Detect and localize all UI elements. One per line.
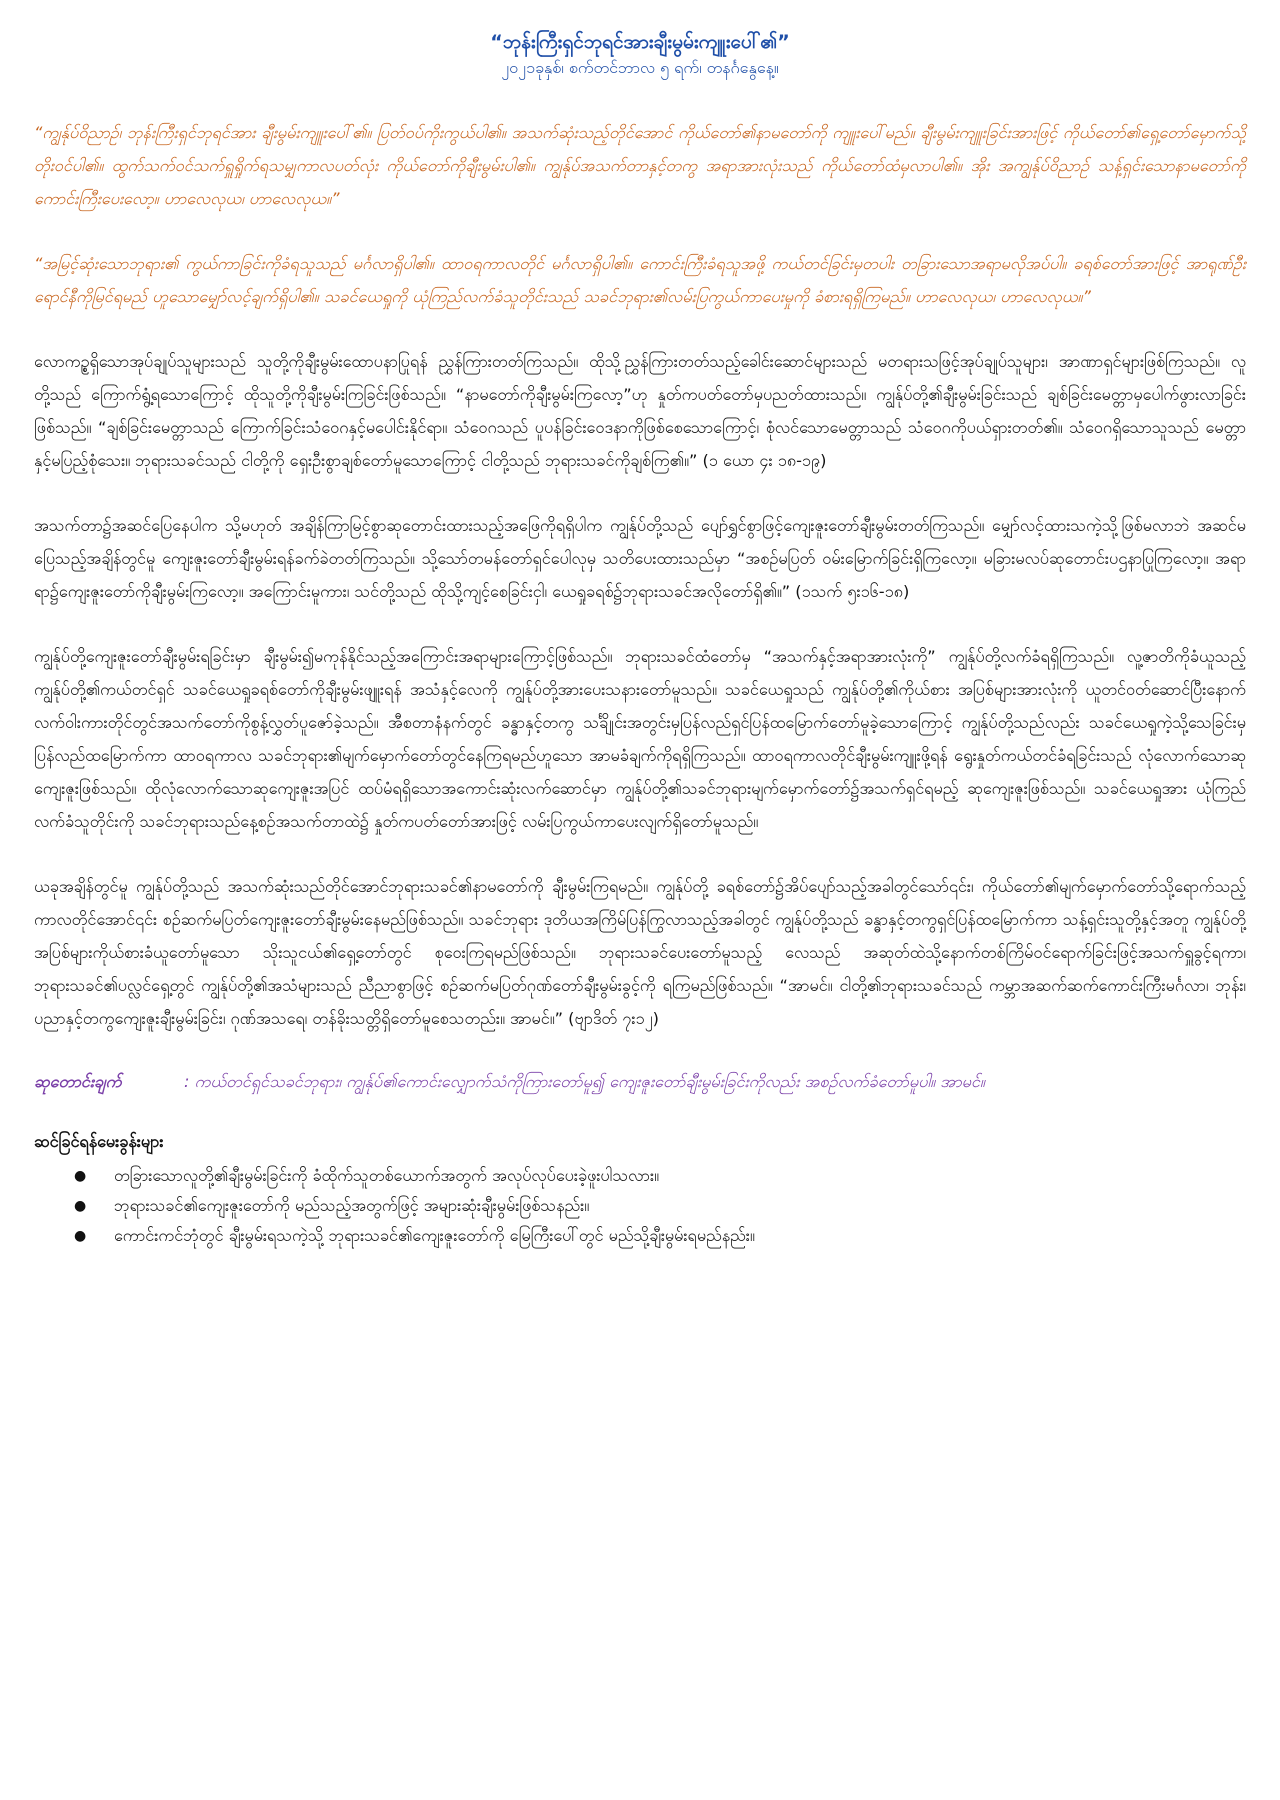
bullet-icon: ● bbox=[74, 1168, 87, 1184]
bullet-icon: ● bbox=[74, 1228, 87, 1244]
body-paragraph-3: ကျွန်ုပ်တို့ကျေးဇူးတော်ချီးမွမ်းရခြင်းမှာ ချီးမွမ်း၍မကုန်နိုင်သည့်အကြောင်းအရာများကြောင့်ဖြစ်သည်။ ဘုရားသခင်ထံတော်မှ “အသက်နှင့်အရာအားလုံးကို” ကျွန်ုပ်တို့လက်ခံရရှိကြသည်။ လူ့ဇာတိကိုခံယူသည့် ကျွန်ုပ်တို့၏ကယ်တင်ရှင် သခင်ယေရှုခရစ်တော်ကိုချီးမွမ်းဖျူးရန် အသံနှင့်လေကို ကျွန်ုပ်တို့အားပေးသနားတော်မူသည်။ သခင်ယေရှုသည် ကျွန်ုပ်တို့၏ကိုယ်စား အပြစ်များအားလုံးကို ယူတင်ဝတ်ဆောင်ပြီးနောက် လက်ဝါးကားတိုင်တွင်အသက်တော်ကိုစွန့်လွှတ်ပူဇော်ခဲ့သည်။ အီစတာနံနက်တွင် ခန္ဓာနှင့်တကွ သင်္ချိုင်းအတွင်းမှပြန်လည်ရှင်ပြန်ထမြောက်တော်မူခဲ့သောကြောင့် ကျွန်ုပ်တို့သည်လည်း သခင်ယေရှုကဲ့သို့သေခြင်းမှပြန်လည်ထမြောက်ကာ ထာဝရကာလ သခင်ဘုရား၏မျက်မှောက်တော်တွင်နေကြရမည်ဟူသော အာမခံချက်ကိုရရှိကြသည်။ ထာဝရကာလတိုင်ချီးမွမ်းကျူးဖို့ရန် ရွေးနှုတ်ကယ်တင်ခံရခြင်းသည် လုံလောက်သောဆုကျေးဇူးဖြစ်သည်။ ထိုလုံလောက်သောဆုကျေးဇူးအပြင် ထပ်မံရရှိသောအကောင်းဆုံးလက်ဆောင်မှာ ကျွန်ုပ်တို့၏သခင်ဘုရားမျက်မှောက်တော်၌အသက်ရှင်ရမည့် ဆုကျေးဇူးဖြစ်သည်။ သခင်ယေရှုအား ယုံကြည်လက်ခံသူတိုင်းကို သခင်ဘုရားသည်နေ့စဉ်အသက်တာထဲ၌ နှုတ်ကပတ်တော်အားဖြင့် လမ်းပြကွယ်ကာပေးလျက်ရှိတော်မူသည်။ bbox=[34, 647, 1246, 831]
prayer-block bbox=[34, 1067, 1246, 1097]
body-paragraph-1: လောကဥ္စရှိသောအုပ်ချုပ်သူများသည် သူတို့ကိုချီးမွမ်းထောပနာပြုရန် ညွှန်ကြားတတ်ကြသည်။ ထိုသို့ညွှန်ကြားတတ်သည့်ခေါင်းဆောင်များသည် မတရားသဖြင့်အုပ်ချုပ်သူများ၊ အာဏာရှင်များဖြစ်ကြသည်။ လူတို့သည် ကြောက်ရွံ့ရသောကြောင့် ထိုသူတို့ကိုချီးမွမ်းကြခြင်းဖြစ်သည်။ “နာမတော်ကိုချီးမွမ်းကြလော့”ဟု နှုတ်ကပတ်တော်မှပညတ်ထားသည်။ ကျွန်ုပ်တို့၏ချီးမွမ်းခြင်းသည် ချစ်ခြင်းမေတ္တာမှပေါက်ဖွားလာခြင်းဖြစ်သည်။ “ချစ်ခြင်းမေတ္တာသည် ကြောက်ခြင်းသံဝေဂနှင့်မပေါင်းနိုင်ရာ။ သံဝေဂသည် ပူပန်ခြင်းဝေဒနာကိုဖြစ်စေသောကြောင့်၊ စုံလင်သောမေတ္တာသည် သံဝေဂကိုပယ်ရှားတတ်၏။ သံဝေဂရှိသောသူသည် မေတ္တာနှင့်မပြည့်စုံသေး။ ဘုရားသခင်သည် ငါတို့ကို ရှေးဦးစွာချစ်တော်မူသောကြောင့် ငါတို့သည် ဘုရားသခင်ကိုချစ်ကြ၏။” (၁ ယော ၄း ၁၈-၁၉) bbox=[34, 352, 1246, 470]
question-item bbox=[74, 1221, 1246, 1251]
questions-heading: ဆင်ခြင်ရန်မေးခွန်းများ bbox=[34, 1132, 164, 1151]
prayer-label: ဆုတောင်းချက် bbox=[34, 1072, 122, 1091]
body-paragraph-2: အသက်တာ၌အဆင်ပြေနေပါက သို့မဟုတ် အချိန်ကြာမြင့်စွာဆုတောင်းထားသည့်အဖြေကိုရရှိပါက ကျွန်ုပ်တို့သည် ပျော်ရွှင်စွာဖြင့်ကျေးဇူးတော်ချီးမွမ်းတတ်ကြသည်။ မျှော်လင့်ထားသကဲ့သို့ဖြစ်မလာဘဲ အဆင်မပြေသည့်အချိန်တွင်မူ ကျေးဇူးတော်ချီးမွမ်းရန်ခက်ခဲတတ်ကြသည်။ သို့သော်တမန်တော်ရှင်ပေါလုမှ သတိပေးထားသည်မှာ “အစဉ်မပြတ် ဝမ်းမြောက်ခြင်းရှိကြလော့။ မခြားမလပ်ဆုတောင်းပဌနာပြုကြလော့။ အရာရာ၌ကျေးဇူးတော်ကိုချီးမွမ်းကြလော့။ အကြောင်းမူကား၊ သင်တို့သည် ထိုသို့ကျင့်စေခြင်းငှါ၊ ယေရှုခရစ်၌ဘုရားသခင်အလိုတော်ရှိ၏။” (၁သက် ၅း၁၆-၁၈) bbox=[34, 516, 1246, 601]
bullet-icon: ● bbox=[74, 1198, 87, 1214]
question-item bbox=[74, 1161, 1246, 1191]
question-text: ကောင်းကင်ဘုံတွင် ချီးမွမ်းရသကဲ့သို့ ဘုရားသခင်၏ကျေးဇူးတော်ကို မြေကြီးပေါ်တွင် မည်သို့ချီးမွမ်းရမည်နည်း။ bbox=[114, 1226, 755, 1245]
page-date: ၂၀၂၁ခုနှစ်၊ စက်တင်ဘာလ ၅ ရက်၊ တနင်္ဂနွေနေ့။ bbox=[501, 58, 779, 77]
opening-quote-1: “ကျွန်ုပ်ဝိညာဉ်၊ ဘုန်းကြီးရှင်ဘုရင်အား ချီးမွမ်းကျူးပေါ်၏။ ပြတ်ဝပ်ကိုးကွယ်ပါ၏။ အသက်ဆုံးသည့်တိုင်အောင် ကိုယ်တော်၏နာမတော်ကို ကျူးပေါ်မည်။ ချီးမွမ်းကျူးခြင်းအားဖြင့် ကိုယ်တော်၏ရှေ့တော်မှောက်သို့ တိုးဝင်ပါ၏။ ထွက်သက်ဝင်သက်ရှူရှိုက်ရသမျှကာလပတ်လုံး ကိုယ်တော်ကိုချီးမွမ်းပါ၏။ ကျွန်ုပ်အသက်တာနှင့်တကွ အရာအားလုံးသည် ကိုယ်တော်ထံမှလာပါ၏။ အိုး အကျွန်ုပ်ဝိညာဉ် သန့်ရှင်းသောနာမတော်ကို ကောင်းကြီးပေးလော့။ ဟာလေလုယ၊ ဟာလေလုယ။” bbox=[34, 123, 1246, 208]
page-title: “ဘုန်းကြီးရှင်ဘုရင်အားချီးမွမ်းကျူးပေါ်၏” bbox=[490, 31, 790, 53]
question-text: ဘုရားသခင်၏ကျေးဇူးတော်ကို မည်သည့်အတွက်ဖြင့် အများဆုံးချီးမွမ်းဖြစ်သနည်း။ bbox=[114, 1196, 590, 1215]
questions-list bbox=[34, 1161, 1246, 1251]
opening-quote-2: “အမြင့်ဆုံးသောဘုရား၏ ကွယ်ကာခြင်းကိုခံရသူသည် မင်္ဂလာရှိပါ၏။ ထာဝရကာလတိုင် မင်္ဂလာရှိပါ၏။ ကောင်းကြီးခံရသူအဖို့ ကယ်တင်ခြင်းမှတပါး တခြားသောအရာမလိုအပ်ပါ။ ခရစ်တော်အားဖြင့် အာရုဏ်ဦးရောင်နီကိုမြင်ရမည် ဟူသောမျှော်လင့်ချက်ရှိပါ၏။ သခင်ယေရှုကို ယုံကြည်လက်ခံသူတိုင်းသည် သခင်ဘုရား၏လမ်းပြကွယ်ကာပေးမှုကို ခံစားရရှိကြမည်။ ဟာလေလုယ၊ ဟာလေလုယ။” bbox=[34, 254, 1246, 306]
question-text: တခြားသောလူတို့၏ချီးမွမ်းခြင်းကို ခံထိုက်သူတစ်ယောက်အတွက် အလုပ်လုပ်ပေးခဲ့ဖူးပါသလား။ bbox=[114, 1166, 659, 1185]
question-item bbox=[74, 1191, 1246, 1221]
prayer-text: : ကယ်တင်ရှင်သခင်ဘုရား၊ ကျွန်ုပ်၏ကောင်းလျှောက်သံကိုကြားတော်မူ၍ ကျေးဇူးတော်ချီးမွမ်းခြင်းကိုလည်း အစဉ်လက်ခံတော်မူပါ။ အာမင်။ bbox=[184, 1072, 985, 1091]
body-paragraph-4: ယခုအချိန်တွင်မူ ကျွန်ုပ်တို့သည် အသက်ဆုံးသည်တိုင်အောင်ဘုရားသခင်၏နာမတော်ကို ချီးမွမ်းကြရမည်။ ကျွန်ုပ်တို့ ခရစ်တော်၌အိပ်ပျော်သည့်အခါတွင်သော်၎င်း၊ ကိုယ်တော်၏မျက်မှောက်တော်သို့ရောက်သည့်ကာလတိုင်အောင်၎င်း စဉ်ဆက်မပြတ်ကျေးဇူးတော်ချီးမွမ်းနေမည်ဖြစ်သည်။ သခင်ဘုရား ဒုတိယအကြိမ်ပြန်ကြွလာသည့်အခါတွင် ကျွန်ုပ်တို့သည် ခန္ဓာနှင့်တကွရှင်ပြန်ထမြောက်ကာ သန့်ရှင်းသူတို့နှင့်အတူ ကျွန်ုပ်တို့အပြစ်များကိုယ်စားခံယူတော်မူသော သိုးသူငယ်၏ရှေ့တော်တွင် စုဝေးကြရမည်ဖြစ်သည်။ ဘုရားသခင်ပေးတော်မူသည့် လေသည် အဆုတ်ထဲသို့နောက်တစ်ကြိမ်ဝင်ရောက်ခြင်းဖြင့်အသက်ရှူခွင့်ရကာ၊ ဘုရားသခင်၏ပလ္လင်ရှေ့တွင် ကျွန်ုပ်တို့၏အသံများသည် ညီညာစွာဖြင့် စဉ်ဆက်မပြတ်ဂုဏ်တော်ချီးမွမ်းခွင့်ကို ရကြမည်ဖြစ်သည်။ “အာမင်။ ငါတို့၏ဘုရားသခင်သည် ကမ္ဘာအဆက်ဆက်ကောင်းကြီးမင်္ဂလာ၊ ဘုန်း၊ ပညာနှင့်တကွကျေးဇူးချီးမွမ်းခြင်း၊ ဂုဏ်အသရေ၊ တန်ခိုးသတ္တိရှိတော်မူစေသတည်း။ အာမင်။” (ဗျာဒိတ် ၇း၁၂) bbox=[34, 877, 1246, 1028]
